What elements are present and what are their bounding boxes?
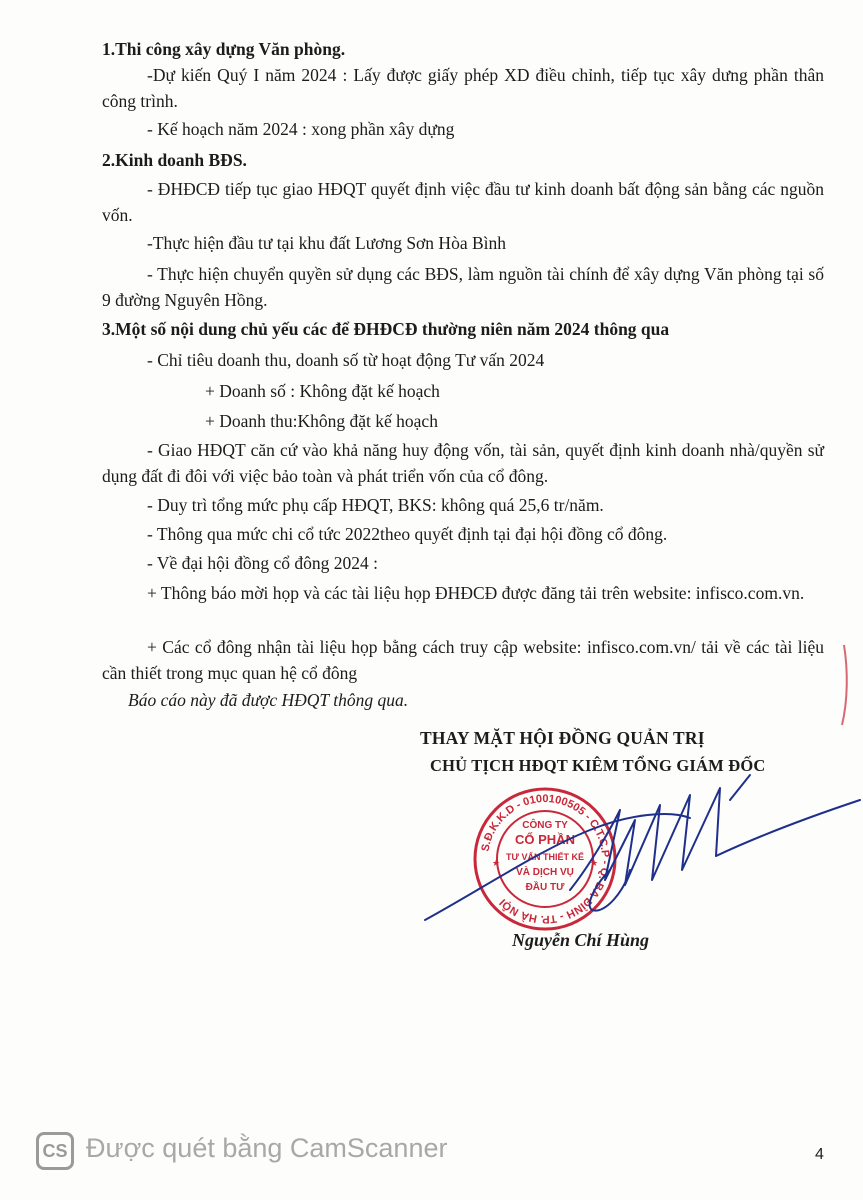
handwritten-signature	[420, 770, 863, 940]
seal-line-3: TƯ VẤN THIẾT KẾ	[506, 852, 584, 862]
page-number: 4	[815, 1146, 824, 1163]
section-2-paragraph-1: - ĐHĐCĐ tiếp tục giao HĐQT quyết định việc đầu tư kinh doanh bất động sản bằng các nguồn vốn.	[102, 179, 824, 225]
seal-line-1: CÔNG TY	[522, 820, 568, 831]
section-3-paragraph-1: - Chỉ tiêu doanh thu, doanh số từ hoạt động Tư vấn 2024	[147, 350, 545, 370]
signature-title-2: CHỦ TỊCH HĐQT KIÊM TỔNG GIÁM ĐỐC	[430, 756, 766, 775]
section-3-paragraph-4: - Giao HĐQT căn cứ vào khả năng huy động vốn, tài sản, quyết định kinh doanh nhà/quyền sử dụng đất đi đôi với việc bảo toàn và phát triển vốn của cổ đông.	[102, 440, 824, 486]
section-3-paragraph-6: - Thông qua mức chi cổ tức 2022theo quyết định tại đại hội đồng cổ đông.	[147, 524, 668, 544]
section-1-paragraph-1: -Dự kiến Quý I năm 2024 : Lấy được giấy phép XD điều chỉnh, tiếp tục xây dưng phần thân công trình.	[102, 65, 824, 111]
seal-line-4: VÀ DỊCH VỤ	[516, 867, 574, 878]
section-3-item-doanh-so: + Doanh số : Không đặt kế hoạch	[205, 381, 440, 401]
section-3-item-doanh-thu: + Doanh thu:Không đặt kế hoạch	[205, 411, 438, 431]
camscanner-logo: CS	[36, 1132, 74, 1170]
section-3-heading: 3.Một số nội dung chủ yếu các để ĐHĐCĐ thường niên năm 2024 thông qua	[102, 319, 670, 339]
seal-line-2: CỔ PHẦN	[515, 832, 575, 847]
seal-star-right: ★	[590, 858, 599, 868]
seal-star-left: ★	[492, 858, 501, 868]
section-3-paragraph-5: - Duy trì tổng mức phụ cấp HĐQT, BKS: không quá 25,6 tr/năm.	[147, 495, 604, 515]
camscanner-watermark: Được quét bằng CamScanner	[86, 1133, 448, 1163]
seal-line-5: ĐẦU TƯ	[525, 882, 565, 893]
signer-name: Nguyễn Chí Hùng	[512, 930, 650, 950]
section-3-paragraph-7: - Về đại hội đồng cổ đông 2024 :	[147, 553, 379, 573]
section-3-paragraph-8: + Thông báo mời họp và các tài liệu họp ĐHĐCĐ được đăng tải trên website: infisco.com.vn.	[147, 583, 805, 603]
closing-note: Báo cáo này đã được HĐQT thông qua.	[128, 690, 409, 710]
section-2-heading: 2.Kinh doanh BĐS.	[102, 150, 247, 170]
section-1-heading: 1.Thi công xây dựng Văn phòng.	[102, 39, 346, 59]
section-1-paragraph-2: - Kế hoạch năm 2024 : xong phần xây dựng	[147, 119, 455, 139]
section-2-paragraph-2: -Thực hiện đầu tư tại khu đất Lương Sơn Hòa Bình	[147, 233, 506, 253]
section-3-paragraph-9: + Các cổ đông nhận tài liệu họp bằng cách truy cập website: infisco.com.vn/ tải về các tài liệu cần thiết trong mục quan hệ cổ đông	[102, 637, 824, 683]
signature-title-1: THAY MẶT HỘI ĐỒNG QUẢN TRỊ	[420, 728, 705, 748]
section-2-paragraph-3: - Thực hiện chuyển quyền sử dụng các BĐS, làm nguồn tài chính để xây dựng Văn phòng tại số 9 đường Nguyên Hồng.	[102, 264, 824, 310]
seal-ring-text: S.Đ.K.K.D - 0100100505 - C.T.C.P - Q. BA ĐÌNH - TP. HÀ NỘI	[479, 792, 612, 926]
edge-stamp-fragment	[826, 640, 850, 730]
